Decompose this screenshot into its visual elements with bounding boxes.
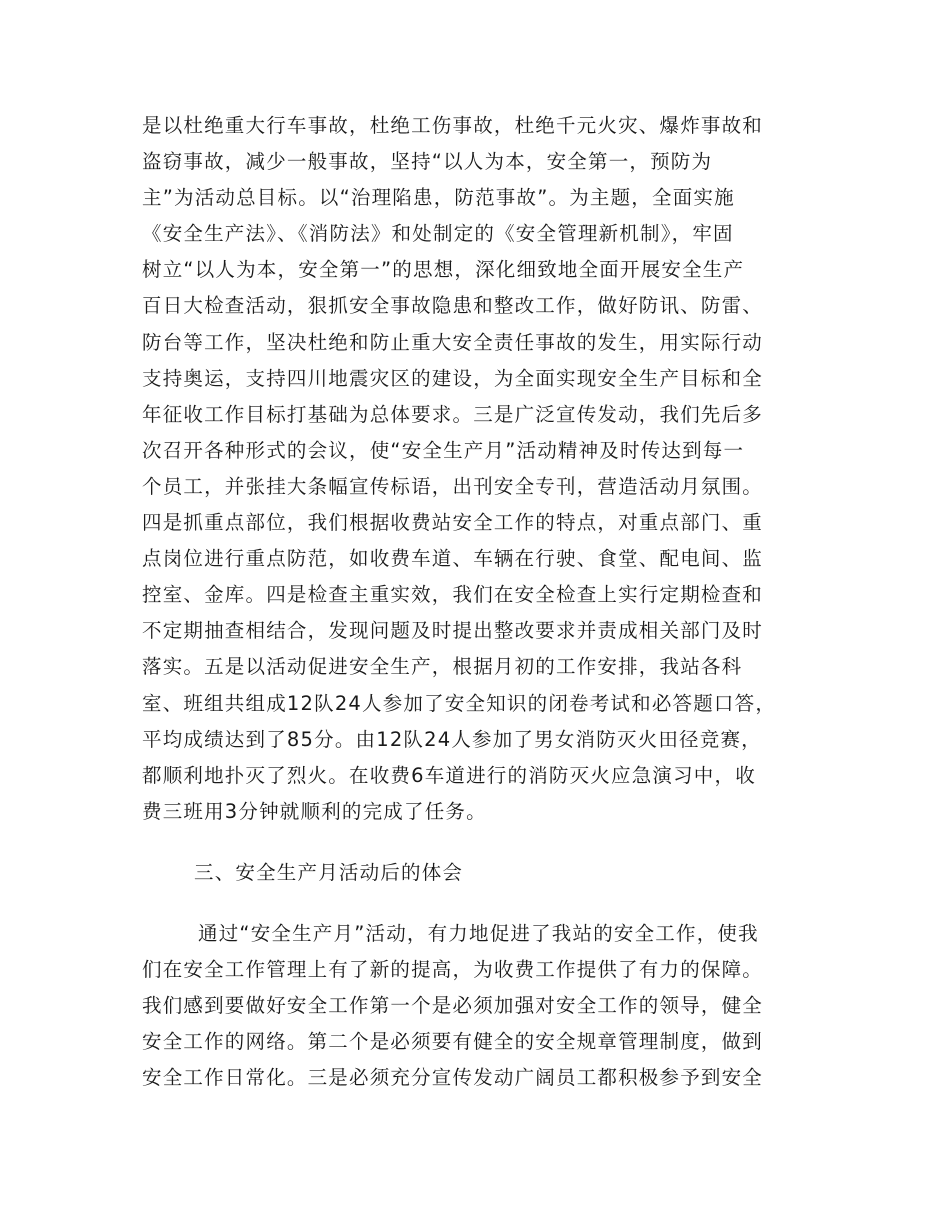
text-line: 通过“安全生产月”活动，有力地促进了我站的安全工作，使我 [198,921,759,945]
text-line: 树立“以人为本，安全第一”的思想，深化细致地全面开展安全生产 [142,258,745,282]
text-line: 个员工，并张挂大条幅宣传标语，出刊安全专刊，营造活动月氛围。 [142,474,764,498]
text-line: 都顺利地扑灭了烈火。在收费6车道进行的消防灭火应急演习中，收 [142,763,756,787]
paragraph-gap [142,830,812,855]
text-line: 费三班用3分钟就顺利的完成了任务。 [142,799,487,823]
text-line: 我们感到要做好安全工作第一个是必须加强对安全工作的领导，健全 [142,994,764,1018]
text-line: 防台等工作，坚决杜绝和防止重大安全责任事故的发生，用实际行动 [142,330,764,354]
text-line: 控室、金库。四是检查主重实效，我们在安全检查上实行定期检查和 [142,583,764,607]
text-line: 次召开各种形式的会议，使“安全生产月”活动精神及时传达到每一 [142,438,745,462]
document-body [142,108,812,1096]
text-line: 四是抓重点部位，我们根据收费站安全工作的特点，对重点部门、重 [142,511,764,535]
text-line: 安全工作的网络。第二个是必须要有健全的安全规章管理制度，做到 [142,1030,764,1054]
text-line: 点岗位进行重点防范，如收费车道、车辆在行驶、食堂、配电间、监 [142,547,764,571]
text-line: 室、班组共组成12队24人参加了安全知识的闭卷考试和必答题口答， [142,691,777,715]
text-line: 不定期抽查相结合，发现问题及时提出整改要求并责成相关部门及时 [142,619,764,643]
text-line: 《安全生产法》、《消防法》和处制定的《安全管理新机制》，牢固 [142,222,734,246]
text-line: 盗窃事故，减少一般事故，坚持“以人为本，安全第一，预防为 [142,150,713,174]
text-line: 百日大检查活动，狠抓安全事故隐患和整改工作，做好防讯、防雷、 [142,294,764,318]
paragraph-safety-month-activities [142,108,812,830]
paragraph-experience [142,916,812,1096]
text-line: 们在安全工作管理上有了新的提高，为收费工作提供了有力的保障。 [142,958,764,982]
text-line: 年征收工作目标打基础为总体要求。三是广泛宣传发动，我们先后多 [142,402,764,426]
text-line: 是以杜绝重大行车事故，杜绝工伤事故，杜绝千元火灾、爆炸事故和 [142,114,764,137]
text-line: 主”为活动总目标。以“治理陷患，防范事故”。为主题，全面实施 [142,186,735,210]
text-line: 支持奥运，支持四川地震灾区的建设，为全面实现安全生产目标和全 [142,366,764,390]
text-line: 安全工作日常化。三是必须充分宣传发动广阔员工都积极参予到安全 [142,1066,764,1090]
section-heading: 三、安全生产月活动后的体会 [194,860,464,884]
text-line: 落实。五是以活动促进安全生产，根据月初的工作安排，我站各科 [142,655,743,679]
text-line: 平均成绩达到了85分。由12队24人参加了男女消防灭火田径竞赛， [142,727,762,751]
paragraph-gap [142,891,812,916]
